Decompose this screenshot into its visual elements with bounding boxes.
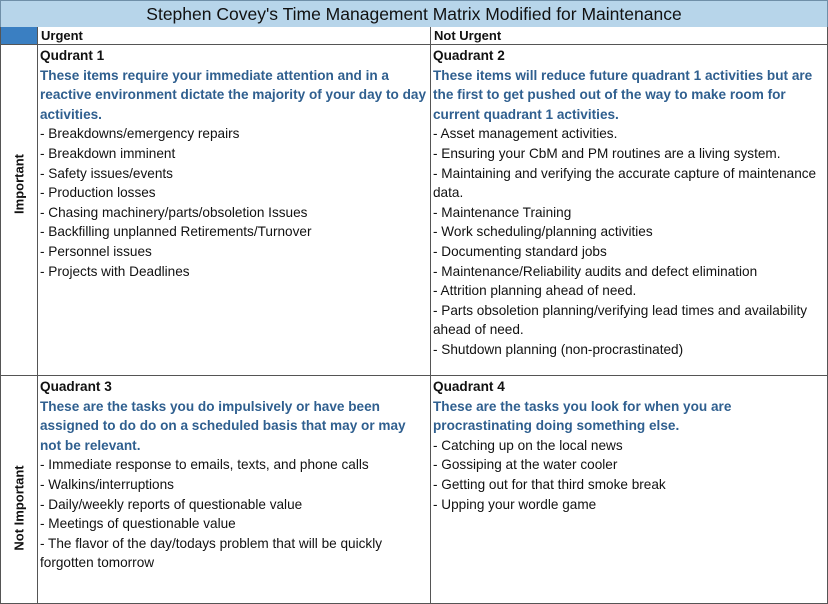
- matrix-title: Stephen Covey's Time Management Matrix Modified for Maintenance: [0, 0, 828, 28]
- quadrant-description: These items will reduce future quadrant 1 activities but are the first to get pushed out of the way to make room for current quadrant 1 activities.: [433, 67, 813, 122]
- quadrant-2: [431, 45, 828, 376]
- quadrant-item: - Maintenance/Reliability audits and defect elimination: [433, 263, 758, 279]
- quadrant-item: - Meetings of questionable value: [40, 516, 236, 532]
- quadrant-title: Quadrant 4: [433, 379, 505, 394]
- quadrant-description: These are the tasks you do impulsively or have been assigned to do do on a scheduled basis that may or may not be relevant.: [40, 398, 406, 453]
- quadrant-item: - Maintenance Training: [433, 204, 572, 220]
- quadrant-item: - Immediate response to emails, texts, and phone calls: [40, 457, 369, 473]
- quadrant-item: - Chasing machinery/parts/obsoletion Issues: [40, 204, 308, 220]
- quadrant-item: - Upping your wordle game: [433, 496, 597, 512]
- row-header-important: [0, 45, 38, 376]
- quadrant-item: - Production losses: [40, 185, 156, 201]
- quadrant-item: - Getting out for that third smoke break: [433, 476, 666, 492]
- quadrant-3: [38, 376, 431, 604]
- quadrant-item: - Work scheduling/planning activities: [433, 224, 653, 240]
- quadrant-item: - Walkins/interruptions: [40, 476, 174, 492]
- row-header-not-important-label: Not Important: [11, 465, 27, 551]
- quadrant-title: Quadrant 2: [433, 48, 505, 63]
- quadrant-item-list: [40, 124, 428, 281]
- quadrant-item: - Backfilling unplanned Retirements/Turnover: [40, 224, 312, 240]
- quadrant-item: - Shutdown planning (non-procrastinated): [433, 341, 684, 357]
- row-header-important-label: Important: [11, 153, 27, 214]
- column-header-urgent: Urgent: [38, 27, 431, 45]
- quadrant-item: - Breakdowns/emergency repairs: [40, 126, 240, 142]
- column-header-not-urgent: Not Urgent: [431, 27, 828, 45]
- quadrant-item: - The flavor of the day/todays problem that will be quickly forgotten tomorrow: [40, 535, 383, 571]
- quadrant-item-list: [433, 436, 825, 514]
- quadrant-item: - Parts obsoletion planning/verifying lead times and availability ahead of need.: [433, 302, 808, 338]
- quadrant-item: - Personnel issues: [40, 243, 152, 259]
- quadrant-item: - Safety issues/events: [40, 165, 173, 181]
- quadrant-description: These are the tasks you look for when you are procrastinating doing something else.: [433, 398, 732, 434]
- quadrant-item-list: [40, 455, 428, 573]
- quadrant-title: Quadrant 3: [40, 379, 112, 394]
- quadrant-item: - Breakdown imminent: [40, 145, 176, 161]
- quadrant-item: - Documenting standard jobs: [433, 243, 607, 259]
- quadrant-item: - Gossiping at the water cooler: [433, 457, 618, 473]
- quadrant-item: - Ensuring your CbM and PM routines are a living system.: [433, 145, 781, 161]
- quadrant-1: [38, 45, 431, 376]
- quadrant-item: - Daily/weekly reports of questionable value: [40, 496, 303, 512]
- quadrant-description: These items require your immediate attention and in a reactive environment dictate the majority of your day to day activities.: [40, 67, 427, 122]
- matrix-grid: [0, 27, 828, 604]
- corner-cell: [0, 27, 38, 45]
- quadrant-4: [431, 376, 828, 604]
- quadrant-item: - Maintaining and verifying the accurate capture of maintenance data.: [433, 165, 817, 201]
- quadrant-item: - Projects with Deadlines: [40, 263, 190, 279]
- row-header-not-important: [0, 376, 38, 604]
- quadrant-item: - Catching up on the local news: [433, 437, 623, 453]
- quadrant-item-list: [433, 124, 825, 359]
- quadrant-item: - Attrition planning ahead of need.: [433, 283, 637, 299]
- quadrant-title: Qudrant 1: [40, 48, 105, 63]
- quadrant-item: - Asset management activities.: [433, 126, 618, 142]
